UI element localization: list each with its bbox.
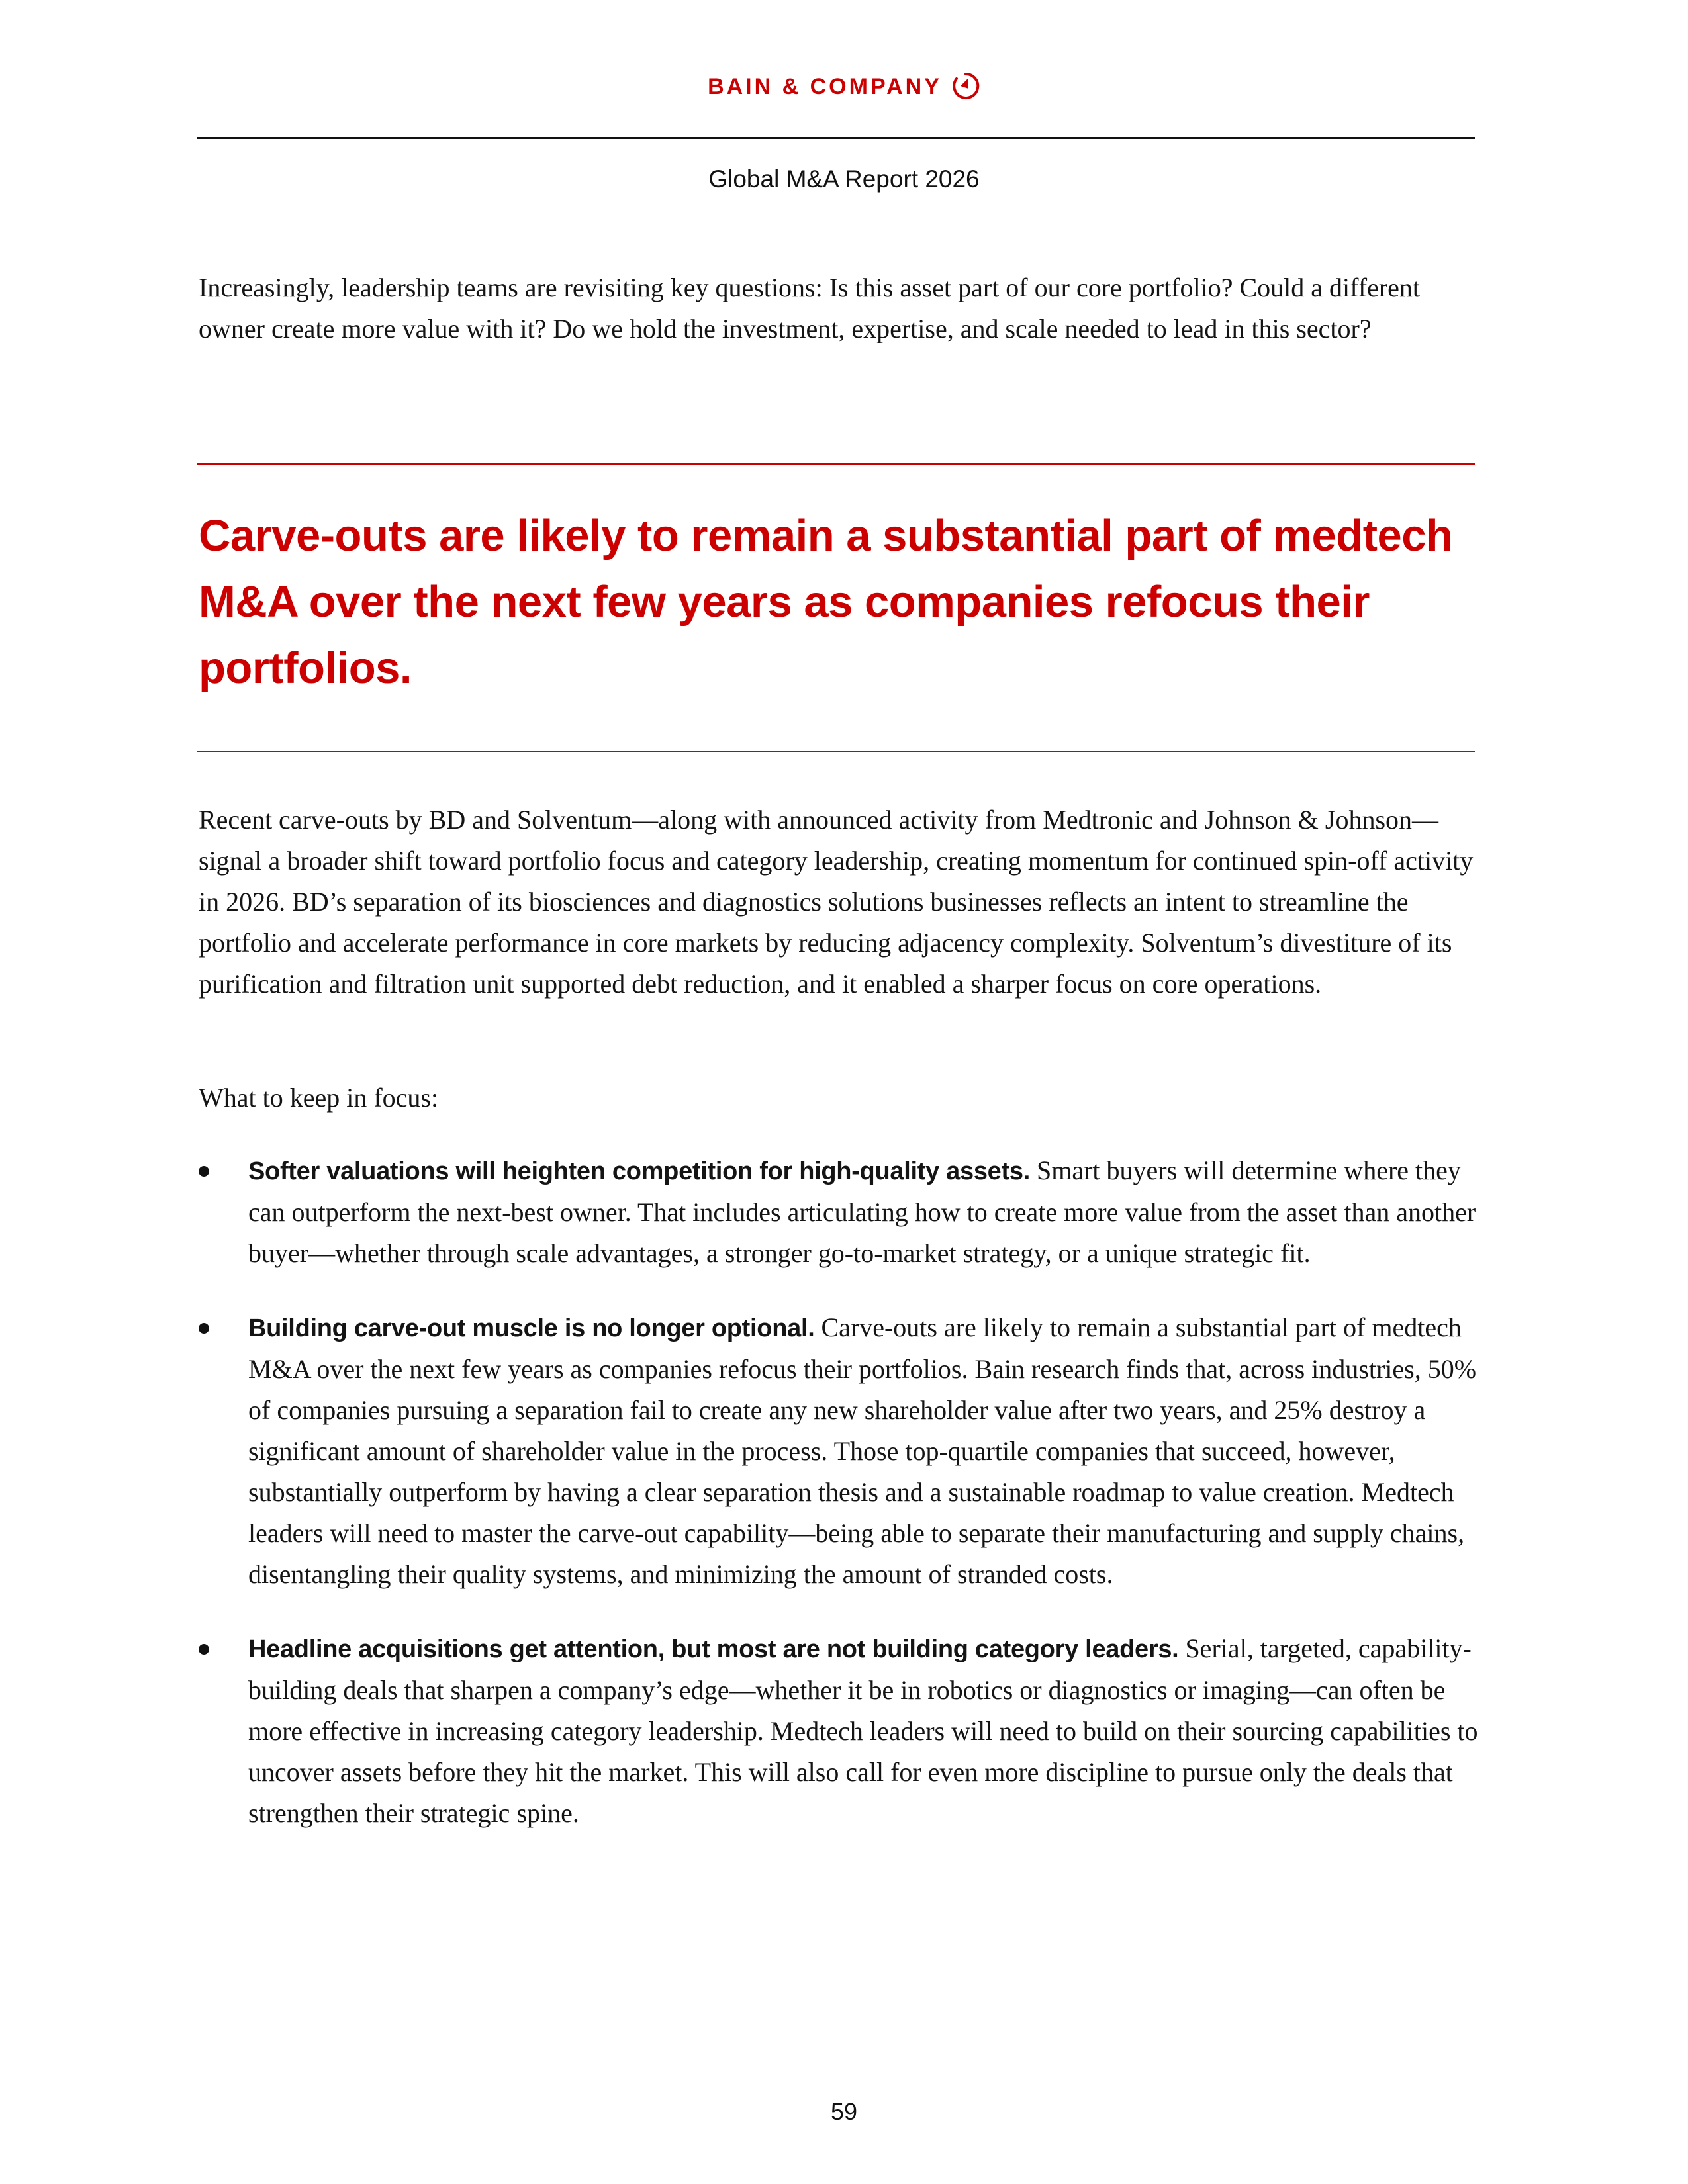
callout-headline: Carve-outs are likely to remain a substantial part of medtech M&A over the next few years as companies refocus their portfolios. xyxy=(199,511,1453,693)
callout-divider-top xyxy=(197,463,1475,465)
bullet-text: Serial, targeted, capability-building deals that sharpen a company’s edge—whether it be in robotics or diagnostics or imaging—can often be more effective in increasing category leadership. Medtech leaders will need to build on their sourcing capabilities to uncover assets before they hit the market. This will also call for even more discipline to pursue only the deals that strengthen their strategic spine. xyxy=(248,1633,1478,1828)
intro-paragraph: Increasingly, leadership teams are revisiting key questions: Is this asset part of our core portfolio? Could a different owner create more value with it? Do we hold the investment, expertise, and scale needed to lead in this sector? xyxy=(199,273,1421,343)
bullet-icon xyxy=(199,1166,209,1177)
header-divider xyxy=(197,137,1475,139)
report-title: Global M&A Report 2026 xyxy=(708,165,980,193)
callout-divider-bottom xyxy=(197,751,1475,752)
bain-circle-arrow-icon xyxy=(951,71,980,101)
bain-logo xyxy=(0,71,1688,101)
list-item xyxy=(199,1150,1489,1274)
logo-text: BAIN & COMPANY xyxy=(708,74,942,99)
body-paragraph: Recent carve-outs by BD and Solventum—along with announced activity from Medtronic and Johnson & Johnson—signal a broader shift toward portfolio focus and category leadership, creating momentum for continued spin-off activity in 2026. BD’s separation of its biosciences and diagnostics solutions businesses reflects an intent to streamline the portfolio and accelerate performance in core markets by reducing adjacency complexity. Solventum’s divestiture of its purification and filtration unit supported debt reduction, and it enabled a sharper focus on core operations. xyxy=(199,805,1474,999)
focus-list xyxy=(199,1150,1489,1867)
bullet-lead: Softer valuations will heighten competition for high-quality assets. xyxy=(248,1158,1030,1185)
bullet-lead: Headline acquisitions get attention, but most are not building category leaders. xyxy=(248,1635,1179,1663)
bullet-text: Smart buyers will determine where they can outperform the next-best owner. That includes articulating how to create more value from the asset than another buyer—whether through scale advantages, a stronger go-to-market strategy, or a unique strategic fit. xyxy=(248,1156,1476,1268)
list-item xyxy=(199,1307,1489,1595)
page-number: 59 xyxy=(830,2098,858,2125)
bullet-text: Carve-outs are likely to remain a substantial part of medtech M&A over the next few years as companies refocus their portfolios. Bain research finds that, across industries, 50% of companies pursuing a separation fail to create any new shareholder value after two years, and 25% destroy a significant amount of shareholder value in the process. Those top-quartile companies that succeed, however, substantially outperform by having a clear separation thesis and a sustainable roadmap to value creation. Medtech leaders will need to master the carve-out capability—being able to separate their manufacturing and supply chains, disentangling their quality systems, and minimizing the amount of stranded costs. xyxy=(248,1312,1477,1589)
bullet-lead: Building carve-out muscle is no longer optional. xyxy=(248,1314,815,1342)
list-item xyxy=(199,1628,1489,1834)
bullet-icon xyxy=(199,1644,209,1655)
bullet-icon xyxy=(199,1323,209,1334)
focus-intro: What to keep in focus: xyxy=(199,1083,439,1113)
